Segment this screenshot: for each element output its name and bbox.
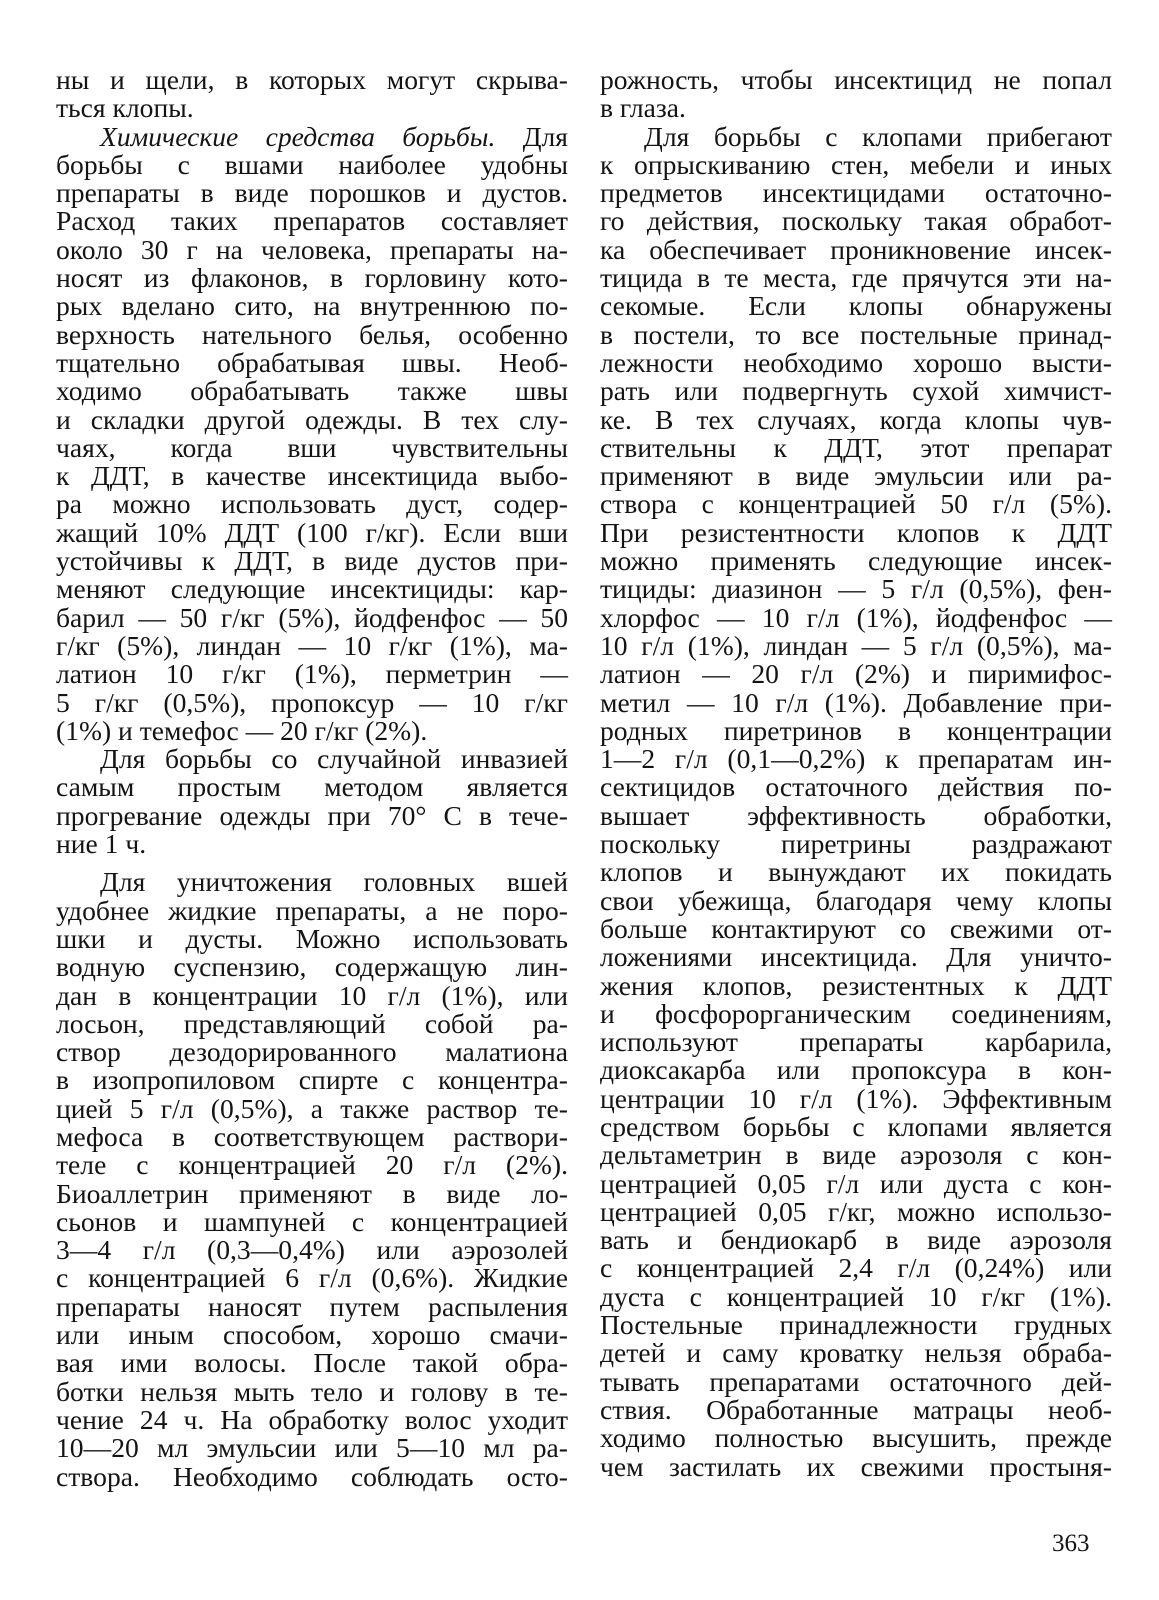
text-line: сьонов и шампуней с концентрацией: [56, 1205, 568, 1237]
text-line: центрации 10 г/л (1%). Эффективным: [600, 1082, 1112, 1114]
text-line: вая ими волосы. После такой обра-: [56, 1347, 568, 1379]
text-line: Для борьбы с клопами прибегают: [644, 120, 1112, 152]
text-line: дан в концентрации 10 г/л (1%), или: [56, 979, 568, 1011]
text-line: ра можно использовать дуст, содер-: [56, 488, 568, 520]
paragraph: [56, 120, 568, 746]
text-line: около 30 г на человека, препараты на-: [56, 233, 568, 265]
text-line: Для уничтожения головных вшей: [100, 866, 568, 898]
text-line: ствительны к ДДТ, этот препарат: [600, 431, 1112, 463]
text-line: секомые. Если клопы обнаружены: [600, 290, 1112, 322]
text-line: рожность, чтобы инсектицид не попал: [600, 64, 1112, 95]
text-line: родных пиретринов в концентрации: [600, 714, 1112, 746]
text-line: При резистентности клопов к ДДТ: [600, 516, 1112, 548]
text-line: ходимо обрабатывать также швы: [56, 375, 568, 407]
text-line: латион 10 г/кг (1%), перметрин —: [56, 658, 568, 690]
paragraph: [600, 66, 1112, 123]
text-line: чение 24 ч. На обработку волос уходит: [56, 1403, 568, 1435]
text-line: лежности необходимо хорошо высти-: [600, 346, 1112, 378]
text-line: г/кг (5%), линдан — 10 г/кг (1%), ма-: [56, 629, 568, 661]
text-line: тщательно обрабатывая швы. Необ-: [56, 346, 568, 378]
text-line: тициды: диазинон — 5 г/л (0,5%), фен-: [600, 573, 1112, 605]
text-line: Биоаллетрин применяют в виде ло-: [56, 1177, 568, 1209]
text-line: хлорфос — 10 г/л (1%), йодфенфос —: [600, 601, 1112, 633]
text-line: к опрыскиванию стен, мебели и иных: [600, 148, 1112, 180]
text-line: детей и саму кроватку нельзя обраба-: [600, 1337, 1112, 1369]
text-line: и складки другой одежды. В тех слу-: [56, 403, 568, 435]
text-line: створ дезодорированного малатиона: [56, 1036, 568, 1068]
text-line: диоксакарба или пропоксура в кон-: [600, 1054, 1112, 1086]
text-fragment: Для: [495, 120, 568, 152]
text-line: рать или подвергнуть сухой химчист-: [600, 375, 1112, 407]
text-line: створа с концентрацией 50 г/л (5%).: [600, 488, 1112, 520]
text-line: препараты в виде порошков и дустов.: [56, 177, 568, 209]
text-line: Для борьбы со случайной инвазией: [100, 743, 568, 775]
text-line: тицида в те места, где прячутся эти на-: [600, 262, 1112, 294]
text-line: носят из флаконов, в горловину кото-: [56, 262, 568, 294]
text-line: или иным способом, хорошо смачи-: [56, 1319, 568, 1351]
text-line: 10—20 мл эмульсии или 5—10 мл ра-: [56, 1432, 568, 1464]
text-line: в постели, то все постельные принад-: [600, 318, 1112, 350]
text-line: к ДДТ, в качестве инсектицида выбо-: [56, 460, 568, 492]
text-line: центрацией 0,05 г/кг, можно использо-: [600, 1195, 1112, 1227]
text-line: ка обеспечивает проникновение инсек-: [600, 233, 1112, 265]
section-heading-inline: Химические средства борьбы.: [100, 120, 496, 152]
text-line: чаях, когда вши чувствительны: [56, 431, 568, 463]
text-line: жения клопов, резистентных к ДДТ: [600, 969, 1112, 1001]
right-column: [600, 66, 1112, 1481]
text-line: устойчивы к ДДТ, в виде дустов при-: [56, 545, 568, 577]
text-line: 5 г/кг (0,5%), пропоксур — 10 г/кг: [56, 686, 568, 718]
text-line: ствия. Обработанные матрацы необ-: [600, 1393, 1112, 1425]
text-line: водную суспензию, содержащую лин-: [56, 951, 568, 983]
text-line: удобнее жидкие препараты, а не поро-: [56, 894, 568, 926]
text-line: центрацией 0,05 г/л или дуста с кон-: [600, 1167, 1112, 1199]
text-line: больше контактируют со свежими от-: [600, 912, 1112, 944]
text-line: вать и бендиокарб в виде аэрозоля: [600, 1224, 1112, 1256]
paragraph: [600, 120, 1112, 1482]
text-line: теле с концентрацией 20 г/л (2%).: [56, 1149, 568, 1181]
text-line: клопов и вынуждают их покидать: [600, 856, 1112, 888]
text-line: рых вделано сито, на внутреннюю по-: [56, 290, 568, 322]
text-line: в изопропиловом спирте с концентра-: [56, 1064, 568, 1096]
page-number: 363: [1052, 1530, 1090, 1557]
text-line: Расход таких препаратов составляет: [56, 205, 568, 237]
text-line: можно применять следующие инсек-: [600, 545, 1112, 577]
text-line: ке. В тех случаях, когда клопы чув-: [600, 403, 1112, 435]
text-line: цией 5 г/л (0,5%), а также раствор те-: [56, 1092, 568, 1124]
text-line: препараты наносят путем распыления: [56, 1290, 568, 1322]
text-line: прогревание одежды при 70° С в тече-: [56, 799, 568, 831]
text-line: с концентрацией 2,4 г/л (0,24%) или: [600, 1252, 1112, 1284]
text-line: меняют следующие инсектициды: кар-: [56, 573, 568, 605]
text-line: лосьон, представляющий собой ра-: [56, 1007, 568, 1039]
left-column: [56, 66, 568, 1491]
text-line: 1—2 г/л (0,1—0,2%) к препаратам ин-: [600, 743, 1112, 775]
text-line: средством борьбы с клопами является: [600, 1110, 1112, 1142]
paragraph: [56, 66, 568, 123]
text-line: применяют в виде эмульсии или ра-: [600, 460, 1112, 492]
text-line: с концентрацией 6 г/л (0,6%). Жидкие: [56, 1262, 568, 1294]
text-line: ться клопы.: [56, 92, 194, 124]
text-line: метил — 10 г/л (1%). Добавление при-: [600, 686, 1112, 718]
text-line: чем застилать их свежими простыня-: [600, 1450, 1112, 1482]
text-line: в глаза.: [600, 92, 686, 124]
text-line: ботки нельзя мыть тело и голову в те-: [56, 1375, 568, 1407]
text-line: поскольку пиретрины раздражают: [600, 828, 1112, 860]
text-line: (1%) и темефос — 20 г/кг (2%).: [56, 714, 428, 746]
text-line: ходимо полностью высушить, прежде: [600, 1422, 1112, 1454]
text-line: сектицидов остаточного действия по-: [600, 771, 1112, 803]
text-line: го действия, поскольку такая обработ-: [600, 205, 1112, 237]
text-line: 3—4 г/л (0,3—0,4%) или аэрозолей: [56, 1234, 568, 1266]
text-line: ложениями инсектицида. Для уничто-: [600, 941, 1112, 973]
text-line: [56, 120, 568, 152]
text-line: мефоса в соответствующем раствори-: [56, 1120, 568, 1152]
text-line: 10 г/л (1%), линдан — 5 г/л (0,5%), ма-: [600, 629, 1112, 661]
text-line: ны и щели, в которых могут скрыва-: [56, 64, 568, 95]
paragraph: [56, 868, 568, 1491]
text-line: вышает эффективность обработки,: [600, 799, 1112, 831]
text-line: дельтаметрин в виде аэрозоля с кон-: [600, 1139, 1112, 1171]
text-line: латион — 20 г/л (2%) и пиримифос-: [600, 658, 1112, 690]
text-line: ние 1 ч.: [56, 828, 147, 860]
text-line: створа. Необходимо соблюдать осто-: [56, 1460, 568, 1492]
text-line: верхность нательного белья, особенно: [56, 318, 568, 350]
text-line: и фосфорорганическим соединениям,: [600, 997, 1112, 1029]
text-line: жащий 10% ДДТ (100 г/кг). Если вши: [56, 516, 568, 548]
text-line: используют препараты карбарила,: [600, 1026, 1112, 1058]
paragraph: [56, 745, 568, 858]
text-line: свои убежища, благодаря чему клопы: [600, 884, 1112, 916]
text-line: Постельные принадлежности грудных: [600, 1309, 1112, 1341]
text-line: барил — 50 г/кг (5%), йодфенфос — 50: [56, 601, 568, 633]
text-line: самым простым методом является: [56, 771, 568, 803]
text-line: шки и дусты. Можно использовать: [56, 922, 568, 954]
text-line: дуста с концентрацией 10 г/кг (1%).: [600, 1280, 1112, 1312]
text-line: борьбы с вшами наиболее удобны: [56, 148, 568, 180]
text-line: тывать препаратами остаточного дей-: [600, 1365, 1112, 1397]
text-line: предметов инсектицидами остаточно-: [600, 177, 1112, 209]
